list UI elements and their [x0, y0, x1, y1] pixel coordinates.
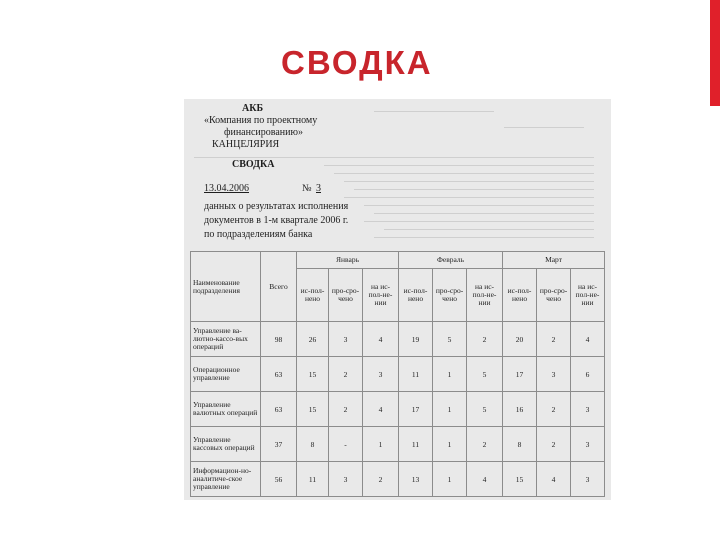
subject-line: по подразделениям банка: [204, 229, 313, 240]
table-row: [191, 462, 605, 497]
total-cell: 37: [261, 427, 297, 462]
scanned-document: [184, 99, 611, 500]
document-title: СВОДКА: [232, 159, 275, 170]
department-name-cell: Операционное управление: [191, 357, 261, 392]
slide-title: СВОДКА: [281, 44, 433, 81]
results-table: [190, 251, 605, 497]
org-header-line: «Компания по проектному: [204, 115, 318, 126]
value-cell: 3: [571, 427, 605, 462]
value-cell: 15: [297, 392, 329, 427]
value-cell: 2: [329, 392, 363, 427]
value-cell: 8: [297, 427, 329, 462]
table-row: [191, 392, 605, 427]
value-cell: 11: [399, 357, 433, 392]
value-cell: 19: [399, 322, 433, 357]
value-cell: 2: [537, 322, 571, 357]
value-cell: 13: [399, 462, 433, 497]
document-number-label: №: [302, 183, 312, 194]
value-cell: 5: [467, 392, 503, 427]
value-cell: 3: [363, 357, 399, 392]
sub-header-done: ис-пол-нено: [297, 269, 329, 322]
month-header-january: Январь: [297, 252, 399, 269]
value-cell: 17: [503, 357, 537, 392]
value-cell: 1: [363, 427, 399, 462]
dept-column-header: Наименование подразделения: [191, 252, 261, 322]
value-cell: 3: [571, 462, 605, 497]
department-name-cell: Информацион-но-аналитиче-ское управление: [191, 462, 261, 497]
subject-line: документов в 1-м квартале 2006 г.: [204, 215, 349, 226]
sub-header-pending: на ис-пол-не-нии: [571, 269, 605, 322]
value-cell: 3: [571, 392, 605, 427]
value-cell: 1: [433, 427, 467, 462]
department-name-cell: Управление валютных операций: [191, 392, 261, 427]
value-cell: 2: [467, 427, 503, 462]
value-cell: 4: [571, 322, 605, 357]
value-cell: 4: [537, 462, 571, 497]
value-cell: 2: [537, 427, 571, 462]
sub-header-overdue: про-сро-чено: [433, 269, 467, 322]
table-row: [191, 427, 605, 462]
total-cell: 63: [261, 392, 297, 427]
value-cell: 11: [297, 462, 329, 497]
org-header-line: КАНЦЕЛЯРИЯ: [212, 139, 280, 150]
total-cell: 56: [261, 462, 297, 497]
value-cell: 16: [503, 392, 537, 427]
value-cell: 6: [571, 357, 605, 392]
value-cell: 3: [537, 357, 571, 392]
document-number: 3: [316, 183, 321, 194]
department-name-cell: Управление кассовых операций: [191, 427, 261, 462]
value-cell: 11: [399, 427, 433, 462]
value-cell: 1: [433, 392, 467, 427]
sub-header-overdue: про-сро-чено: [537, 269, 571, 322]
value-cell: 4: [467, 462, 503, 497]
value-cell: 2: [363, 462, 399, 497]
sub-header-done: ис-пол-нено: [503, 269, 537, 322]
total-cell: 98: [261, 322, 297, 357]
document-date: 13.04.2006: [204, 183, 249, 194]
value-cell: 5: [433, 322, 467, 357]
month-header-february: Февраль: [399, 252, 503, 269]
value-cell: 1: [433, 357, 467, 392]
value-cell: 15: [503, 462, 537, 497]
sub-header-pending: на ис-пол-не-нии: [467, 269, 503, 322]
department-name-cell: Управление ва-лютно-кассо-вых операций: [191, 322, 261, 357]
table-row: [191, 357, 605, 392]
value-cell: 8: [503, 427, 537, 462]
org-header-line: финансированию»: [224, 127, 303, 138]
sub-header-pending: на ис-пол-не-нии: [363, 269, 399, 322]
org-header-line: АКБ: [242, 103, 264, 114]
total-cell: 63: [261, 357, 297, 392]
value-cell: 20: [503, 322, 537, 357]
value-cell: 4: [363, 392, 399, 427]
value-cell: 3: [329, 322, 363, 357]
value-cell: 5: [467, 357, 503, 392]
sub-header-done: ис-пол-нено: [399, 269, 433, 322]
value-cell: 2: [467, 322, 503, 357]
accent-bar: [710, 0, 720, 106]
value-cell: 2: [537, 392, 571, 427]
sub-header-overdue: про-сро-чено: [329, 269, 363, 322]
value-cell: 1: [433, 462, 467, 497]
subject-line: данных о результатах исполнения: [204, 201, 349, 212]
value-cell: 3: [329, 462, 363, 497]
value-cell: 26: [297, 322, 329, 357]
value-cell: -: [329, 427, 363, 462]
total-column-header: Всего: [261, 252, 297, 322]
value-cell: 2: [329, 357, 363, 392]
value-cell: 4: [363, 322, 399, 357]
value-cell: 17: [399, 392, 433, 427]
table-row: [191, 322, 605, 357]
value-cell: 15: [297, 357, 329, 392]
month-header-march: Март: [503, 252, 605, 269]
